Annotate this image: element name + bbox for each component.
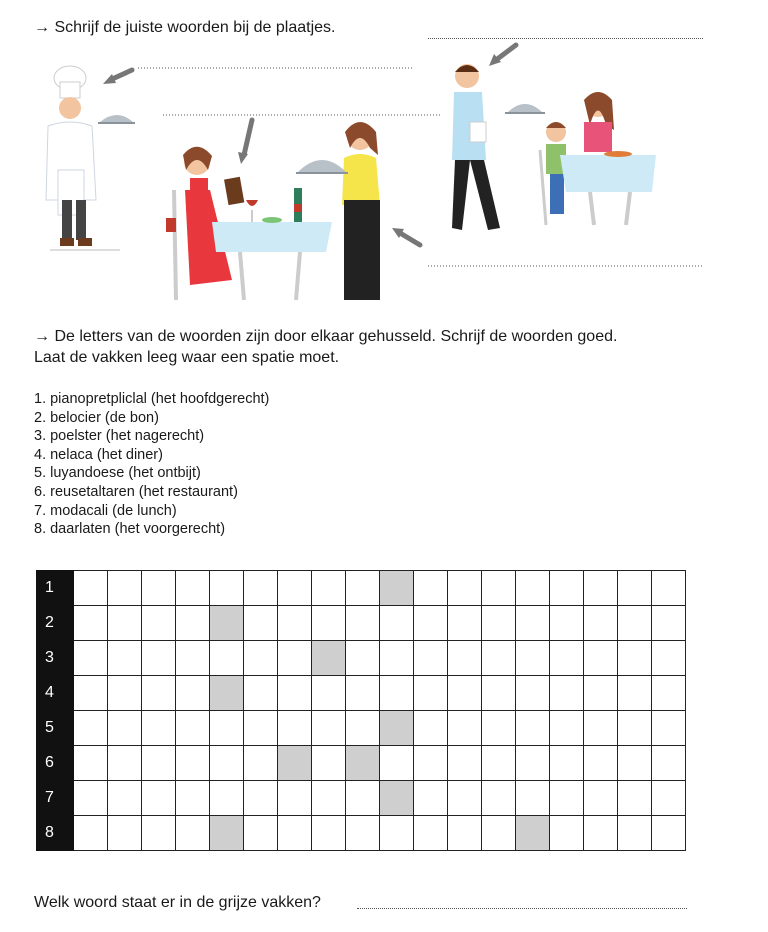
list-item: 1. pianopretpliclal (het hoofdgerecht): [34, 391, 270, 407]
letter-cell[interactable]: [516, 676, 550, 711]
letter-cell[interactable]: [482, 746, 516, 781]
letter-cell[interactable]: [346, 641, 380, 676]
letter-cell[interactable]: [618, 746, 652, 781]
grey-letter-cell[interactable]: [380, 781, 414, 816]
letter-cell[interactable]: [652, 711, 686, 746]
letter-cell[interactable]: [516, 606, 550, 641]
letter-cell[interactable]: [380, 676, 414, 711]
letter-cell[interactable]: [312, 571, 346, 606]
grey-letter-cell[interactable]: [346, 746, 380, 781]
letter-cell[interactable]: [380, 746, 414, 781]
instruction-2-line2: Laat de vakken leeg waar een spatie moet.: [34, 349, 340, 366]
letter-cell[interactable]: [74, 711, 108, 746]
grid-row: [37, 641, 686, 676]
letter-cell[interactable]: [584, 816, 618, 851]
letter-cell[interactable]: [414, 781, 448, 816]
restaurant-illustration: [0, 0, 768, 310]
letter-cell[interactable]: [244, 676, 278, 711]
letter-cell[interactable]: [142, 641, 176, 676]
letter-cell[interactable]: [176, 606, 210, 641]
letter-cell[interactable]: [176, 746, 210, 781]
instruction-2-line1: → De letters van de woorden zijn door elkaar gehusseld. Schrijf de woorden goed.: [34, 328, 618, 345]
letter-cell[interactable]: [448, 571, 482, 606]
row-number-cell: 1: [37, 571, 74, 606]
letter-cell[interactable]: [210, 641, 244, 676]
letter-cell[interactable]: [584, 641, 618, 676]
letter-cell[interactable]: [380, 641, 414, 676]
list-item: 4. nelaca (het diner): [34, 446, 163, 463]
grey-letter-cell[interactable]: [380, 711, 414, 746]
grid-row: [37, 816, 686, 851]
grey-letter-cell[interactable]: [312, 641, 346, 676]
letter-cell[interactable]: [448, 641, 482, 676]
letter-cell[interactable]: [414, 746, 448, 781]
grid-row: [37, 711, 686, 746]
letter-cell[interactable]: [550, 711, 584, 746]
letter-cell[interactable]: [516, 711, 550, 746]
letter-cell[interactable]: [414, 816, 448, 851]
letter-cell[interactable]: [312, 746, 346, 781]
letter-cell[interactable]: [618, 816, 652, 851]
letter-cell[interactable]: [448, 781, 482, 816]
letter-cell[interactable]: [516, 571, 550, 606]
letter-cell[interactable]: [618, 641, 652, 676]
letter-cell[interactable]: [176, 711, 210, 746]
letter-cell[interactable]: [550, 606, 584, 641]
letter-cell[interactable]: [244, 641, 278, 676]
letter-cell[interactable]: [414, 606, 448, 641]
letter-cell[interactable]: [482, 676, 516, 711]
letter-cell[interactable]: [142, 781, 176, 816]
list-item: 8. daarlaten (het voorgerecht): [34, 521, 226, 538]
letter-cell[interactable]: [346, 676, 380, 711]
letter-cell[interactable]: [584, 746, 618, 781]
grey-letter-cell[interactable]: [380, 571, 414, 606]
letter-cell[interactable]: [550, 641, 584, 676]
letter-cell[interactable]: [652, 606, 686, 641]
list-item: 2. belocier (de bon): [34, 409, 159, 426]
letter-cell[interactable]: [652, 676, 686, 711]
letter-cell[interactable]: [74, 676, 108, 711]
grid-row: [37, 571, 686, 606]
grey-letter-cell[interactable]: [516, 816, 550, 851]
letter-cell[interactable]: [652, 781, 686, 816]
letter-cell[interactable]: [142, 571, 176, 606]
letter-cell[interactable]: [278, 816, 312, 851]
grey-letter-cell[interactable]: [278, 746, 312, 781]
letter-cell[interactable]: [142, 711, 176, 746]
letter-cell[interactable]: [584, 711, 618, 746]
letter-cell[interactable]: [482, 711, 516, 746]
grey-letter-cell[interactable]: [210, 816, 244, 851]
letter-cell[interactable]: [618, 781, 652, 816]
letter-cell[interactable]: [108, 746, 142, 781]
letter-cell[interactable]: [278, 781, 312, 816]
letter-cell[interactable]: [244, 781, 278, 816]
letter-cell[interactable]: [142, 816, 176, 851]
letter-cell[interactable]: [210, 746, 244, 781]
letter-cell[interactable]: [74, 606, 108, 641]
letter-cell[interactable]: [652, 641, 686, 676]
arrow-icon-chef: [103, 70, 132, 84]
table-right: [540, 92, 656, 225]
letter-cell[interactable]: [448, 711, 482, 746]
letter-cell[interactable]: [108, 571, 142, 606]
letter-cell[interactable]: [108, 711, 142, 746]
letter-cell[interactable]: [618, 711, 652, 746]
letter-cell[interactable]: [380, 606, 414, 641]
letter-cell[interactable]: [74, 746, 108, 781]
letter-cell[interactable]: [482, 571, 516, 606]
letter-cell[interactable]: [244, 711, 278, 746]
letter-cell[interactable]: [210, 781, 244, 816]
grey-letter-cell[interactable]: [210, 676, 244, 711]
letter-cell[interactable]: [448, 746, 482, 781]
waitress-figure: [296, 122, 380, 300]
letter-cell[interactable]: [108, 676, 142, 711]
letter-cell[interactable]: [176, 781, 210, 816]
chef-figure: [46, 66, 135, 250]
waiter-figure: [452, 64, 545, 230]
letter-cell[interactable]: [278, 571, 312, 606]
letter-cell[interactable]: [176, 571, 210, 606]
letter-cell[interactable]: [346, 816, 380, 851]
letter-cell[interactable]: [516, 746, 550, 781]
letter-cell[interactable]: [346, 711, 380, 746]
row-number-cell: 2: [37, 606, 74, 641]
row-number-cell: 3: [37, 641, 74, 676]
letter-cell[interactable]: [448, 676, 482, 711]
letter-cell[interactable]: [142, 606, 176, 641]
puzzle-grid: [36, 570, 686, 851]
arrow-icon-waitress: [392, 228, 420, 245]
letter-cell[interactable]: [142, 676, 176, 711]
letter-cell[interactable]: [584, 781, 618, 816]
letter-cell[interactable]: [244, 816, 278, 851]
letter-cell[interactable]: [618, 606, 652, 641]
letter-cell[interactable]: [312, 781, 346, 816]
letter-cell[interactable]: [414, 571, 448, 606]
scrambled-word-list: [34, 390, 269, 539]
letter-cell[interactable]: [516, 641, 550, 676]
letter-cell[interactable]: [482, 816, 516, 851]
letter-cell[interactable]: [482, 606, 516, 641]
letter-cell[interactable]: [244, 746, 278, 781]
grid-row: [37, 781, 686, 816]
letter-cell[interactable]: [482, 641, 516, 676]
list-item: 7. modacali (de lunch): [34, 502, 177, 519]
letter-cell[interactable]: [244, 571, 278, 606]
letter-cell[interactable]: [550, 676, 584, 711]
letter-cell[interactable]: [618, 676, 652, 711]
letter-cell[interactable]: [278, 711, 312, 746]
row-number-cell: 7: [37, 781, 74, 816]
letter-cell[interactable]: [312, 816, 346, 851]
list-item: 6. reusetaltaren (het restaurant): [34, 483, 238, 500]
letter-cell[interactable]: [448, 816, 482, 851]
letter-cell[interactable]: [414, 641, 448, 676]
letter-cell[interactable]: [652, 571, 686, 606]
letter-cell[interactable]: [550, 571, 584, 606]
letter-cell[interactable]: [278, 676, 312, 711]
letter-cell[interactable]: [550, 746, 584, 781]
letter-cell[interactable]: [584, 571, 618, 606]
letter-cell[interactable]: [550, 816, 584, 851]
grid-row: [37, 676, 686, 711]
letter-cell[interactable]: [108, 816, 142, 851]
letter-cell[interactable]: [210, 711, 244, 746]
letter-cell[interactable]: [584, 676, 618, 711]
letter-cell[interactable]: [142, 746, 176, 781]
letter-cell[interactable]: [584, 606, 618, 641]
letter-cell[interactable]: [210, 571, 244, 606]
letter-cell[interactable]: [74, 781, 108, 816]
letter-cell[interactable]: [346, 781, 380, 816]
instruction-1: → Schrijf de juiste woorden bij de plaatjes.: [34, 19, 336, 36]
row-number-cell: 4: [37, 676, 74, 711]
letter-cell[interactable]: [244, 606, 278, 641]
letter-cell[interactable]: [108, 641, 142, 676]
arrow-icon-waiter: [489, 45, 516, 66]
final-answer-line[interactable]: [357, 908, 687, 909]
letter-cell[interactable]: [414, 711, 448, 746]
letter-cell[interactable]: [448, 606, 482, 641]
letter-cell[interactable]: [74, 641, 108, 676]
letter-cell[interactable]: [108, 781, 142, 816]
letter-cell[interactable]: [278, 641, 312, 676]
final-question: Welk woord staat er in de grijze vakken?: [34, 894, 321, 911]
letter-cell[interactable]: [176, 641, 210, 676]
letter-cell[interactable]: [618, 571, 652, 606]
row-number-cell: 6: [37, 746, 74, 781]
letter-cell[interactable]: [312, 676, 346, 711]
letter-cell[interactable]: [108, 606, 142, 641]
list-item: 3. poelster (het nagerecht): [34, 428, 205, 445]
letter-cell[interactable]: [550, 781, 584, 816]
letter-cell[interactable]: [312, 606, 346, 641]
letter-cell[interactable]: [414, 676, 448, 711]
letter-cell[interactable]: [176, 816, 210, 851]
list-item: 5. luyandoese (het ontbijt): [34, 465, 201, 482]
row-number-cell: 8: [37, 816, 74, 851]
arrow-icon-menu: [238, 120, 252, 164]
letter-cell[interactable]: [74, 816, 108, 851]
grid-row: [37, 746, 686, 781]
grid-row: [37, 606, 686, 641]
letter-cell[interactable]: [652, 816, 686, 851]
letter-cell[interactable]: [346, 571, 380, 606]
letter-cell[interactable]: [176, 676, 210, 711]
letter-cell[interactable]: [652, 746, 686, 781]
letter-cell[interactable]: [346, 606, 380, 641]
row-number-cell: 5: [37, 711, 74, 746]
letter-cell[interactable]: [380, 816, 414, 851]
letter-cell[interactable]: [74, 571, 108, 606]
letter-cell[interactable]: [312, 711, 346, 746]
letter-cell[interactable]: [516, 781, 550, 816]
letter-cell[interactable]: [482, 781, 516, 816]
grey-letter-cell[interactable]: [210, 606, 244, 641]
letter-cell[interactable]: [278, 606, 312, 641]
